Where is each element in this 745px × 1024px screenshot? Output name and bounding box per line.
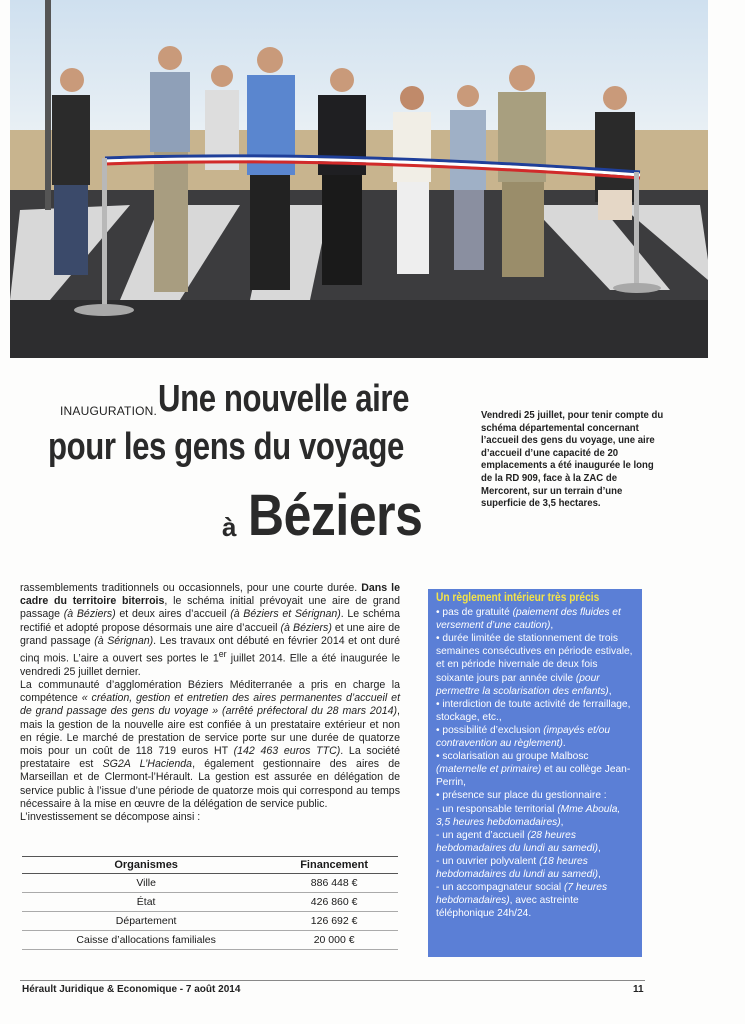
list-item: • interdiction de toute activité de ferraillage, stockage, etc., (436, 698, 634, 724)
headline-line-2: pour les gens du voyage (48, 426, 404, 468)
column-header-organismes: Organismes (22, 857, 270, 874)
page-number: 11 (633, 984, 644, 995)
headline-line-1: Une nouvelle aire (158, 378, 410, 420)
article-kicker: INAUGURATION. (60, 404, 158, 418)
footer-divider (20, 980, 645, 981)
financing-table (22, 856, 398, 950)
list-item: • durée limitée de stationnement de trois semaines consécutives en période estivale, et en période hivernale de deux fois soixante jours par année civile (pour permettre la scolarisation des enfants), (436, 632, 634, 697)
rules-list (436, 606, 634, 920)
list-subitem: - un responsable territorial (Mme Aboula, 3,5 heures hebdomadaires), (436, 803, 634, 829)
list-item: • scolarisation au groupe Malbosc (maternelle et primaire) et au collège Jean-Perrin, (436, 750, 634, 789)
headline-line-3-prefix: à (222, 512, 236, 542)
inauguration-photo (10, 0, 708, 358)
list-subitem: - un agent d’accueil (28 heures hebdomadaires du lundi au samedi), (436, 829, 634, 855)
list-subitem: - un ouvrier polyvalent (18 heures hebdomadaires du lundi au samedi), (436, 855, 634, 881)
list-item: • pas de gratuité (paiement des fluides et versement d’une caution), (436, 606, 634, 632)
sidebar-title: Un règlement intérieur très précis (436, 590, 600, 604)
table-row: Ville 886 448 € (22, 874, 398, 893)
table-header-row (22, 857, 398, 874)
body-paragraph: L’investissement se décompose ainsi : (20, 810, 201, 823)
table-row: État 426 860 € (22, 893, 398, 912)
headline-city: Béziers (248, 483, 423, 548)
list-item: • possibilité d’exclusion (impayés et/ou contravention au règlement). (436, 724, 634, 750)
standfirst: Vendredi 25 juillet, pour tenir compte du schéma départemental concernant l’accueil des gens du voyage, une aire d’accueil d’une capacité de 20 emplacements a été inaugurée le long de la RD 909, face à la ZAC de Mercorent, sur un terrain d’une superficie de 3,5 hectares. (481, 410, 664, 510)
list-item: • présence sur place du gestionnaire : (436, 789, 634, 802)
publication-footer: Hérault Juridique & Economique - 7 août 2014 (22, 984, 241, 995)
article-body (20, 582, 400, 824)
column-header-financement: Financement (270, 857, 398, 874)
body-paragraph: La communauté d’agglomération Béziers Méditerranée a pris en charge la compétence « création, gestion et entretien des aires permanentes d’accueil et de grand passage des gens du voyage » (arrêté préfectoral du 28 mars 2014), mais la gestion de la nouvelle aire est confiée à un prestataire extérieur et non en régie. Le marché de prestation de service porte sur une durée de quatorze mois pour un coût de 118 719 euros HT (142 463 euros TTC). La société prestataire est SG2A L’Hacienda, également gestionnaire des aires de Marseillan et de Clermont-l’Hérault. La gestion est assurée en délégation de service public à l’issue d’une période de quatorze mois qui correspond au temps nécessaire à la mise en œuvre de la délégation de service public. (20, 678, 401, 810)
body-paragraph: rassemblements traditionnels ou occasionnels, pour une courte durée. Dans le cadre du territoire biterrois, le schéma initial prévoyait une aire de grand passage (à Béziers) et deux aires d’accueil (à Béziers et Sérignan). Le schéma rectifié et adopté propose désormais une aire d’accueil (à Béziers) et une aire de grand passage (à Sérignan). Les travaux ont débuté en février 2014 et ont duré cinq mois. L’aire a ouvert ses portes le 1er juillet 2014. Elle a été inaugurée le vendredi 25 juillet dernier. (20, 582, 401, 678)
rules-sidebar (428, 589, 642, 957)
list-subitem: - un accompagnateur social (7 heures hebdomadaires), avec astreinte téléphonique 24h/24. (436, 881, 634, 920)
table-row: Caisse d’allocations familiales 20 000 € (22, 931, 398, 950)
table-row: Département 126 692 € (22, 912, 398, 931)
